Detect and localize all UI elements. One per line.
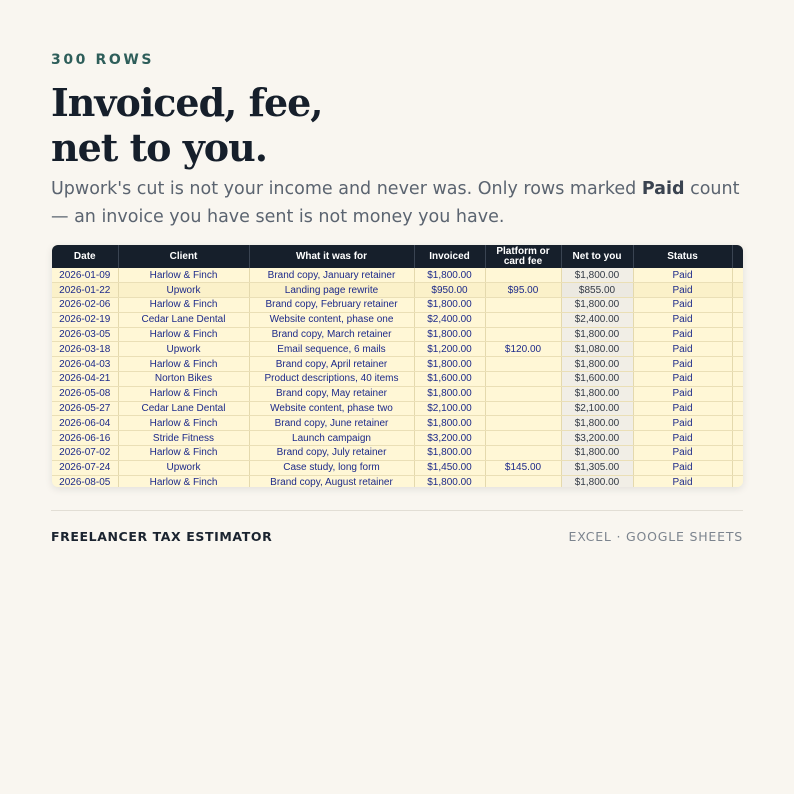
cell-spacer (732, 283, 743, 298)
cell-date[interactable]: 2026-03-18 (52, 342, 118, 357)
cell-date[interactable]: 2026-06-16 (52, 431, 118, 446)
cell-status[interactable]: Paid (633, 283, 732, 298)
cell-status[interactable]: Paid (633, 298, 732, 313)
cell-client[interactable]: Harlow & Finch (118, 416, 249, 431)
table-row[interactable] (52, 372, 743, 387)
table-row[interactable] (52, 312, 743, 327)
cell-date[interactable]: 2026-07-02 (52, 446, 118, 461)
header-status: Status (633, 245, 732, 268)
table-row[interactable] (52, 401, 743, 416)
cell-fee[interactable] (485, 372, 561, 387)
cell-spacer (732, 342, 743, 357)
cell-status[interactable]: Paid (633, 357, 732, 372)
cell-net[interactable]: $1,800.00 (561, 298, 633, 313)
cell-status[interactable]: Paid (633, 268, 732, 283)
cell-net[interactable]: $1,600.00 (561, 372, 633, 387)
cell-spacer (732, 446, 743, 461)
cell-description[interactable]: Brand copy, June retainer (249, 416, 414, 431)
cell-fee[interactable]: $95.00 (485, 283, 561, 298)
cell-fee[interactable] (485, 312, 561, 327)
cell-status[interactable]: Paid (633, 386, 732, 401)
cell-fee[interactable] (485, 416, 561, 431)
cell-net[interactable]: $1,800.00 (561, 416, 633, 431)
cell-date[interactable]: 2026-05-08 (52, 386, 118, 401)
platform-label: EXCEL · GOOGLE SHEETS (568, 529, 743, 544)
cell-description[interactable]: Launch campaign (249, 431, 414, 446)
cell-fee[interactable] (485, 431, 561, 446)
cell-description[interactable]: Brand copy, July retainer (249, 446, 414, 461)
table-row[interactable] (52, 268, 743, 283)
cell-invoiced[interactable]: $1,200.00 (414, 342, 485, 357)
lede-text-before: Upwork's cut is not your income and never was. Only rows marked (51, 179, 642, 199)
cell-description[interactable]: Brand copy, April retainer (249, 357, 414, 372)
cell-invoiced[interactable]: $1,800.00 (414, 386, 485, 401)
table-row[interactable] (52, 298, 743, 313)
cell-net[interactable]: $1,800.00 (561, 446, 633, 461)
cell-client[interactable]: Cedar Lane Dental (118, 401, 249, 416)
cell-net[interactable]: $1,800.00 (561, 327, 633, 342)
cell-net[interactable]: $1,305.00 (561, 460, 633, 475)
cell-spacer (732, 372, 743, 387)
cell-status[interactable]: Paid (633, 312, 732, 327)
cell-fee[interactable] (485, 298, 561, 313)
cell-status[interactable]: Paid (633, 327, 732, 342)
cell-date[interactable]: 2026-04-03 (52, 357, 118, 372)
cell-date[interactable]: 2026-02-06 (52, 298, 118, 313)
cell-spacer (732, 312, 743, 327)
table-row[interactable] (52, 386, 743, 401)
eyebrow-row-count: 300 ROWS (51, 52, 155, 68)
cell-description[interactable]: Email sequence, 6 mails (249, 342, 414, 357)
cell-invoiced[interactable]: $950.00 (414, 283, 485, 298)
cell-description[interactable]: Brand copy, January retainer (249, 268, 414, 283)
cell-spacer (732, 431, 743, 446)
cell-net[interactable]: $1,800.00 (561, 357, 633, 372)
cell-status[interactable]: Paid (633, 401, 732, 416)
cell-status[interactable]: Paid (633, 342, 732, 357)
page-title (51, 80, 323, 170)
page-title-line-1: Invoiced, fee, (51, 80, 323, 125)
cell-description[interactable]: Website content, phase one (249, 312, 414, 327)
cell-invoiced[interactable]: $1,600.00 (414, 372, 485, 387)
lede-bold-paid: Paid (641, 179, 685, 199)
spreadsheet-preview (52, 245, 743, 487)
footer-divider (51, 510, 743, 511)
cell-description[interactable]: Product descriptions, 40 items (249, 372, 414, 387)
cell-fee[interactable] (485, 357, 561, 372)
cell-client[interactable]: Upwork (118, 283, 249, 298)
lede-paragraph (51, 176, 751, 231)
table-row[interactable] (52, 327, 743, 342)
cell-fee[interactable] (485, 446, 561, 461)
table-header-row (52, 245, 743, 268)
cell-status[interactable]: Paid (633, 431, 732, 446)
cell-status[interactable]: Paid (633, 460, 732, 475)
cell-fee[interactable] (485, 386, 561, 401)
cell-net[interactable]: $1,800.00 (561, 386, 633, 401)
cell-net[interactable]: $1,080.00 (561, 342, 633, 357)
cell-spacer (732, 298, 743, 313)
cell-client[interactable]: Harlow & Finch (118, 475, 249, 487)
cell-spacer (732, 475, 743, 487)
cell-spacer (732, 357, 743, 372)
cell-invoiced[interactable]: $1,800.00 (414, 268, 485, 283)
cell-date[interactable]: 2026-03-05 (52, 327, 118, 342)
cell-spacer (732, 268, 743, 283)
cell-status[interactable]: Paid (633, 446, 732, 461)
cell-invoiced[interactable]: $3,200.00 (414, 431, 485, 446)
table-row[interactable] (52, 431, 743, 446)
cell-spacer (732, 327, 743, 342)
cell-client[interactable]: Harlow & Finch (118, 298, 249, 313)
cell-client[interactable]: Upwork (118, 460, 249, 475)
page-title-line-2: net to you. (51, 125, 267, 170)
cell-client[interactable]: Stride Fitness (118, 431, 249, 446)
header-invoiced: Invoiced (414, 245, 485, 268)
cell-description[interactable]: Brand copy, May retainer (249, 386, 414, 401)
cell-client[interactable]: Upwork (118, 342, 249, 357)
cell-invoiced[interactable]: $2,400.00 (414, 312, 485, 327)
cell-description[interactable]: Landing page rewrite (249, 283, 414, 298)
table-row[interactable] (52, 446, 743, 461)
table-row[interactable] (52, 357, 743, 372)
table-row[interactable] (52, 460, 743, 475)
table-row[interactable] (52, 283, 743, 298)
cell-description[interactable]: Brand copy, February retainer (249, 298, 414, 313)
cell-spacer (732, 401, 743, 416)
cell-fee[interactable] (485, 475, 561, 487)
header-description: What it was for (249, 245, 414, 268)
cell-date[interactable]: 2026-01-09 (52, 268, 118, 283)
cell-description[interactable]: Brand copy, March retainer (249, 327, 414, 342)
cell-client[interactable]: Norton Bikes (118, 372, 249, 387)
cell-fee[interactable] (485, 401, 561, 416)
cell-date[interactable]: 2026-06-04 (52, 416, 118, 431)
cell-net[interactable]: $1,800.00 (561, 268, 633, 283)
cell-status[interactable]: Paid (633, 475, 732, 487)
product-name: FREELANCER TAX ESTIMATOR (51, 529, 273, 544)
cell-description[interactable]: Website content, phase two (249, 401, 414, 416)
cell-date[interactable]: 2026-08-05 (52, 475, 118, 487)
cell-client[interactable]: Harlow & Finch (118, 357, 249, 372)
cell-date[interactable]: 2026-05-27 (52, 401, 118, 416)
cell-net[interactable]: $3,200.00 (561, 431, 633, 446)
header-net: Net to you (561, 245, 633, 268)
header-fee: Platform or card fee (485, 245, 561, 268)
cell-invoiced[interactable]: $1,800.00 (414, 475, 485, 487)
cell-invoiced[interactable]: $1,800.00 (414, 416, 485, 431)
cell-fee[interactable] (485, 327, 561, 342)
cell-date[interactable]: 2026-04-21 (52, 372, 118, 387)
cell-net[interactable]: $2,400.00 (561, 312, 633, 327)
cell-client[interactable]: Harlow & Finch (118, 446, 249, 461)
cell-date[interactable]: 2026-07-24 (52, 460, 118, 475)
cell-client[interactable]: Harlow & Finch (118, 327, 249, 342)
header-spacer (732, 245, 743, 268)
cell-description[interactable]: Case study, long form (249, 460, 414, 475)
cell-net[interactable]: $855.00 (561, 283, 633, 298)
cell-client[interactable]: Harlow & Finch (118, 386, 249, 401)
header-client: Client (118, 245, 249, 268)
cell-client[interactable]: Harlow & Finch (118, 268, 249, 283)
cell-invoiced[interactable]: $1,800.00 (414, 327, 485, 342)
cell-client[interactable]: Cedar Lane Dental (118, 312, 249, 327)
cell-date[interactable]: 2026-01-22 (52, 283, 118, 298)
cell-status[interactable]: Paid (633, 416, 732, 431)
table-row[interactable] (52, 416, 743, 431)
table-row[interactable] (52, 475, 743, 487)
table-body (52, 268, 743, 487)
table-row[interactable] (52, 342, 743, 357)
cell-date[interactable]: 2026-02-19 (52, 312, 118, 327)
cell-description[interactable]: Brand copy, August retainer (249, 475, 414, 487)
cell-spacer (732, 416, 743, 431)
cell-spacer (732, 386, 743, 401)
cell-invoiced[interactable]: $1,800.00 (414, 357, 485, 372)
lede-text-after: count — an invoice you have sent is not money you have. (51, 179, 740, 227)
cell-fee[interactable] (485, 268, 561, 283)
cell-invoiced[interactable]: $1,800.00 (414, 298, 485, 313)
cell-status[interactable]: Paid (633, 372, 732, 387)
cell-spacer (732, 460, 743, 475)
header-date: Date (52, 245, 118, 268)
cell-net[interactable]: $1,800.00 (561, 475, 633, 487)
cell-invoiced[interactable]: $1,800.00 (414, 446, 485, 461)
cell-invoiced[interactable]: $1,450.00 (414, 460, 485, 475)
cell-fee[interactable]: $120.00 (485, 342, 561, 357)
income-table (52, 245, 743, 487)
cell-net[interactable]: $2,100.00 (561, 401, 633, 416)
cell-fee[interactable]: $145.00 (485, 460, 561, 475)
cell-invoiced[interactable]: $2,100.00 (414, 401, 485, 416)
